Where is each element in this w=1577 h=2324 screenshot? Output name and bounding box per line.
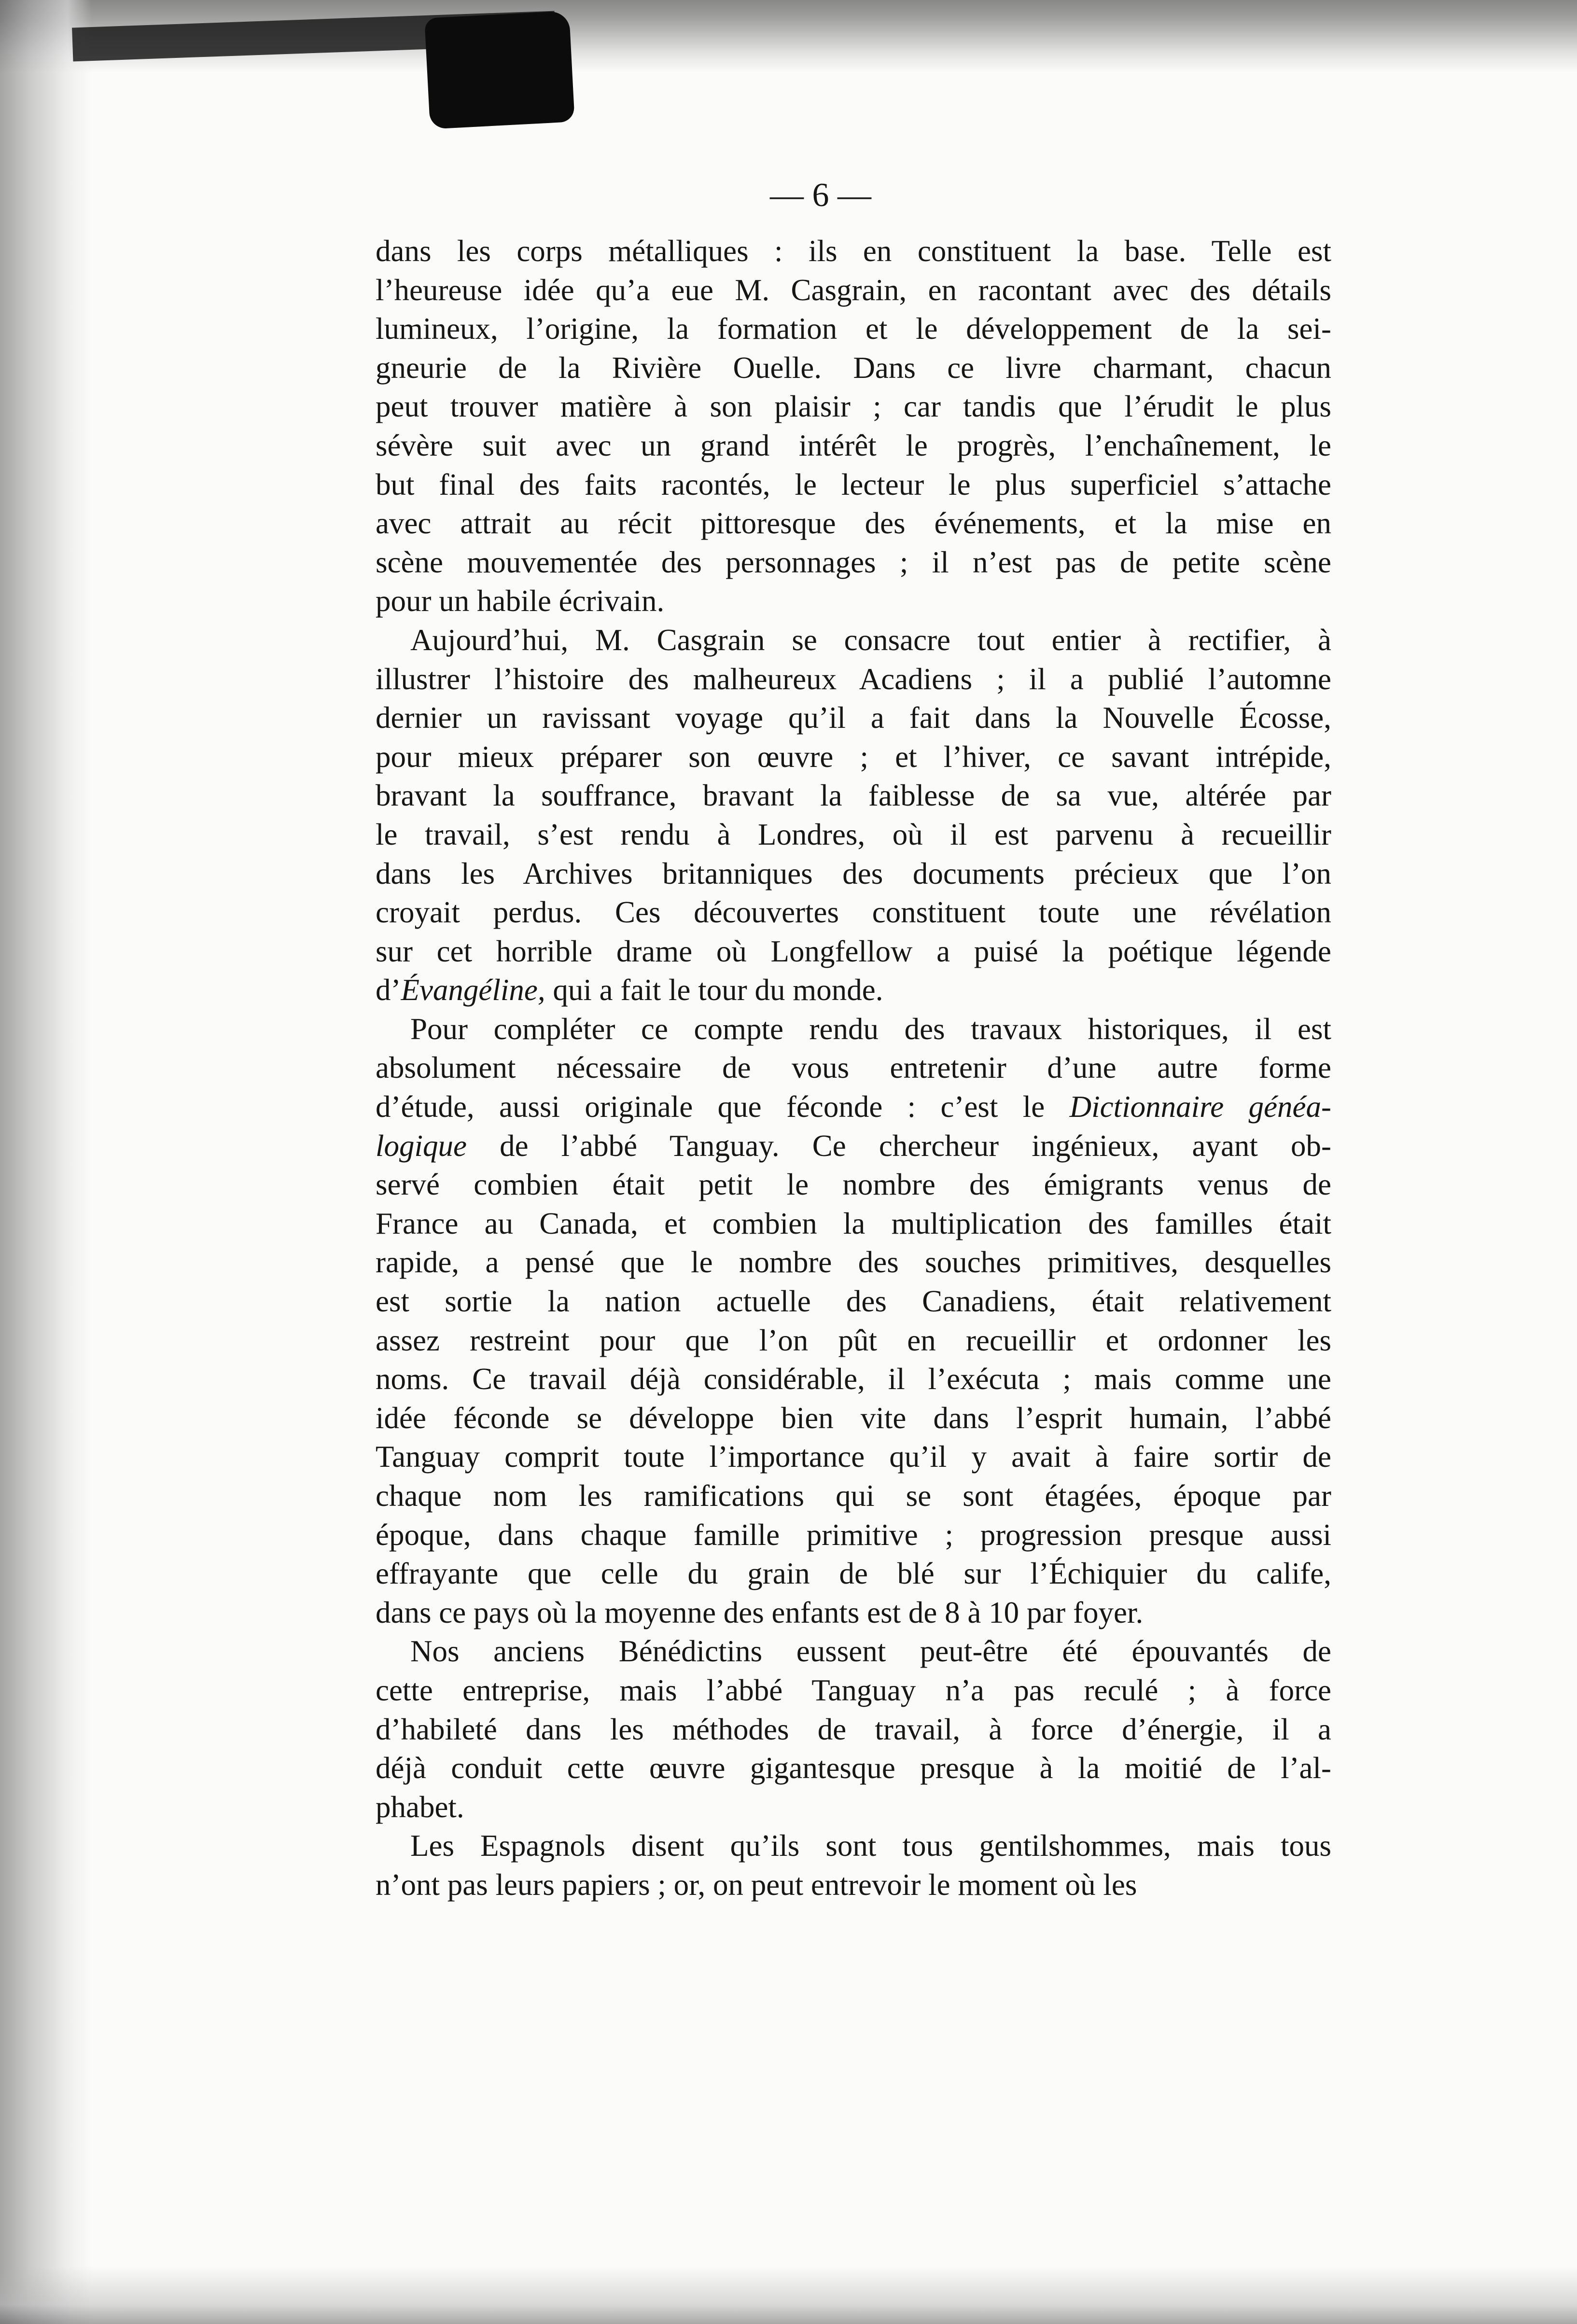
paragraph [342,1010,1331,1632]
paragraph [342,1826,1331,1904]
text-line: sur cet horrible drame où Longfellow a puisé la poétique légende [376,934,1331,968]
text-line: effrayante que celle du grain de blé sur l’Échiquier du calife, [376,1557,1331,1591]
text-line: n’ont pas leurs papiers ; or, on peut entrevoir le moment où les [376,1867,1137,1902]
text-line [342,971,1331,1010]
text-line: but final des faits racontés, le lecteur le plus superficiel s’attache [376,467,1331,501]
italic-title: Évangéline, [401,973,545,1007]
text-line: servé combien était petit le nombre des émigrants venus de [376,1168,1331,1202]
text-line: idée féconde se développe bien vite dans l’esprit humain, l’abbé [376,1401,1331,1435]
text-line: sévère suit avec un grand intérêt le progrès, l’enchaînement, le [376,428,1331,462]
text-line [342,1087,1331,1127]
italic-title: Dictionnaire généa- [1069,1090,1331,1124]
text-line: Pour compléter ce compte rendu des travaux historiques, il est [410,1012,1331,1046]
text-line: déjà conduit cette œuvre gigantesque presque à la moitié de l’al- [376,1751,1331,1785]
text-line: dans ce pays où la moyenne des enfants est de 8 à 10 par foyer. [376,1595,1144,1629]
text-line: France au Canada, et combien la multiplication des familles était [376,1206,1331,1240]
text-line: pour mieux préparer son œuvre ; et l’hiver, ce savant intrépide, [376,739,1331,774]
text-segment: de l’abbé Tanguay. Ce chercheur ingénieux, ayant ob- [466,1128,1331,1163]
text-line: noms. Ce travail déjà considérable, il l’exécuta ; mais comme une [376,1362,1331,1396]
text-line: époque, dans chaque famille primitive ; progression presque aussi [376,1517,1331,1552]
text-line: phabet. [376,1790,464,1824]
text-line: l’heureuse idée qu’a eue M. Casgrain, en racontant avec des détails [376,273,1331,307]
text-line: Les Espagnols disent qu’ils sont tous gentilshommes, mais tous [410,1829,1331,1863]
text-line: lumineux, l’origine, la formation et le développement de la sei- [376,312,1331,346]
scan-edge-bottom [0,2266,1577,2324]
text-line: dans les corps métalliques : ils en constituent la base. Telle est [376,234,1331,268]
text-line: chaque nom les ramifications qui se sont étagées, époque par [376,1479,1331,1513]
paragraph [342,232,1331,621]
text-line: dans les Archives britanniques des documents précieux que l’on [376,856,1331,891]
text-line: gneurie de la Rivière Ouelle. Dans ce livre charmant, chacun [376,350,1331,385]
text-line: scène mouvementée des personnages ; il n’est pas de petite scène [376,545,1331,579]
text-line: avec attrait au récit pittoresque des événements, et la mise en [376,506,1331,541]
body-text [342,232,1331,1905]
text-line [342,1127,1331,1166]
text-line: Aujourd’hui, M. Casgrain se consacre tout entier à rectifier, à [410,623,1331,657]
scan-edge-left [0,0,92,2324]
text-line: croyait perdus. Ces découvertes constituent toute une révélation [376,895,1331,930]
text-line: est sortie la nation actuelle des Canadiens, était relativement [376,1284,1331,1319]
text-line: le travail, s’est rendu à Londres, où il est parvenu à recueillir [376,817,1331,851]
text-line: absolument nécessaire de vous entretenir d’une autre forme [376,1051,1331,1085]
text-line: Nos anciens Bénédictins eussent peut-être été épouvantés de [410,1634,1331,1669]
text-line: pour un habile écrivain. [376,584,665,618]
italic-title: logique [376,1128,467,1163]
text-line: cette entreprise, mais l’abbé Tanguay n’a pas reculé ; à force [376,1673,1331,1707]
text-line: assez restreint pour que l’on pût en recueillir et ordonner les [376,1323,1331,1357]
text-line: peut trouver matière à son plaisir ; car tandis que l’érudit le plus [376,390,1331,424]
text-line: dernier un ravissant voyage qu’il a fait dans la Nouvelle Écosse, [376,701,1331,735]
binding-tape-blot [424,11,575,129]
text-segment: d’ [376,973,401,1007]
paragraph [342,1632,1331,1826]
text-line: Tanguay comprit toute l’importance qu’il y avait à faire sortir de [376,1440,1331,1474]
page-number: — 6 — [770,177,871,214]
text-segment: qui a fait le tour du monde. [545,973,883,1007]
text-line: bravant la souffrance, bravant la faiblesse de sa vue, altérée par [376,779,1331,813]
text-line: illustrer l’histoire des malheureux Acadiens ; il a publié l’automne [376,662,1331,696]
text-segment: d’étude, aussi originale que féconde : c’est le [376,1090,1070,1124]
text-line: d’habileté dans les méthodes de travail, à force d’énergie, il a [376,1712,1331,1746]
text-line: rapide, a pensé que le nombre des souches primitives, desquelles [376,1245,1331,1280]
paragraph [342,621,1331,1010]
